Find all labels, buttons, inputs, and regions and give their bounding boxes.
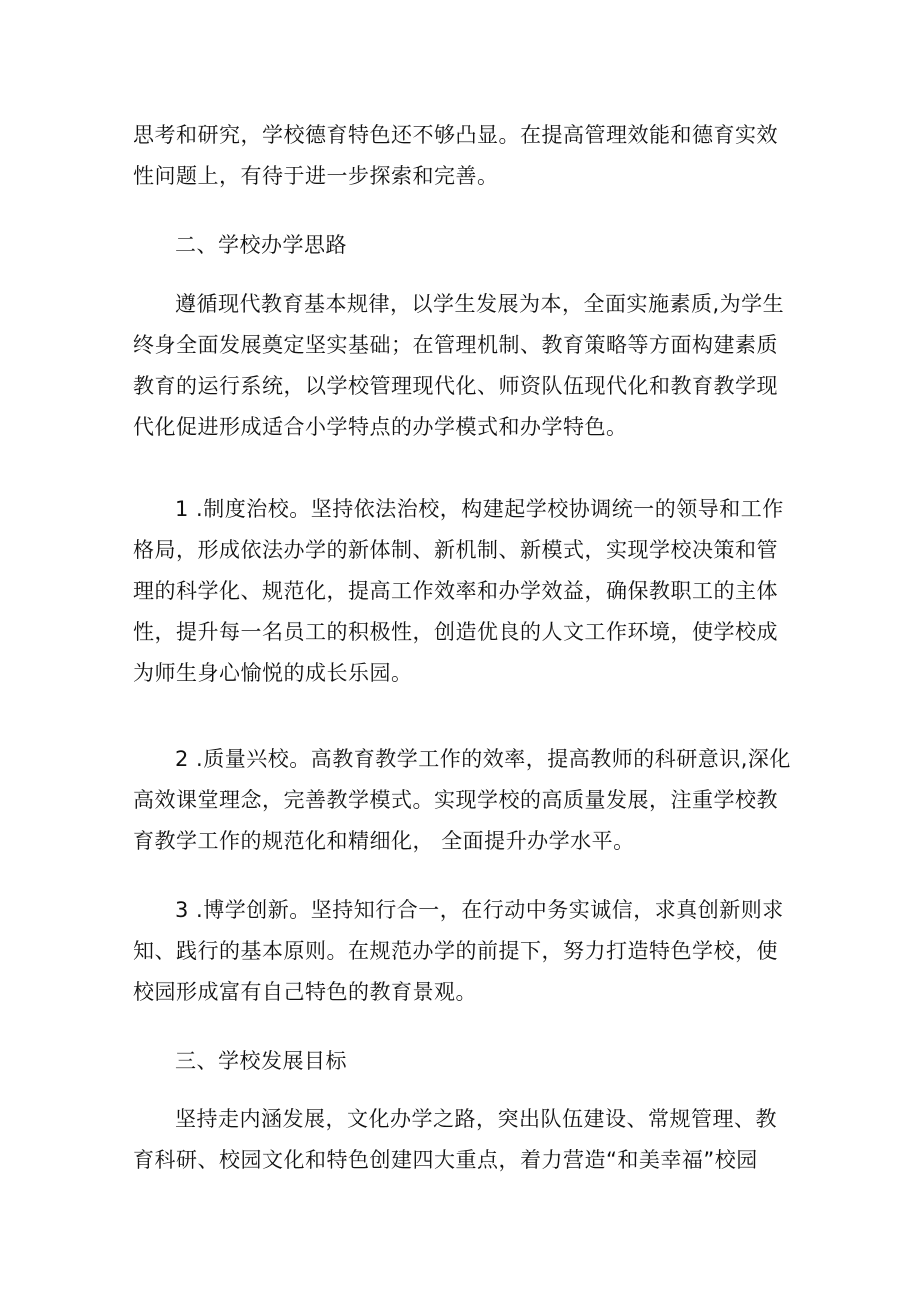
text-line: 1 .制度治校。坚持依法治校，构建起学校协调统一的领导和工作: [175, 497, 784, 521]
text-line: 育科研、校园文化和特色创建四大重点，着力营造“和美幸福”校园: [133, 1148, 758, 1172]
text-line: 校园形成富有自己特色的教育景观。: [133, 980, 477, 1004]
heading-text: 二、学校办学思路: [175, 233, 347, 257]
text-line: 2 .质量兴校。高教育教学工作的效率，提高教师的科研意识,深化: [175, 747, 791, 771]
text-line: 知、践行的基本原则。在规范办学的前提下，努力打造特色学校，使: [133, 939, 778, 963]
text-line: 教育的运行系统，以学校管理现代化、师资队伍现代化和教育教学现: [133, 374, 778, 398]
text-line: 3 .博学创新。坚持知行合一，在行动中务实诚信，求真创新则求: [175, 898, 784, 922]
text-line: 格局，形成依法办学的新体制、新机制、新模式，实现学校决策和管: [133, 538, 778, 562]
text-line: 性问题上，有待于进一步探索和完善。: [133, 164, 499, 188]
text-line: 理的科学化、规范化，提高工作效率和办学效益，确保教职工的主体: [133, 579, 778, 603]
list-item-2: [133, 739, 803, 862]
text-line: 性，提升每一名员工的积极性，创造优良的人文工作环境，使学校成: [133, 620, 778, 644]
paragraph-school-philosophy: [133, 284, 803, 448]
text-line: 思考和研究，学校德育特色还不够凸显。在提高管理效能和德育实效: [133, 123, 778, 147]
section-heading-2: [133, 225, 803, 266]
text-line: 高效课堂理念，完善教学模式。实现学校的高质量发展，注重学校教: [133, 788, 778, 812]
text-line: 育教学工作的规范化和精细化， 全面提升办学水平。: [133, 829, 635, 853]
text-line: 终身全面发展奠定坚实基础；在管理机制、教育策略等方面构建素质: [133, 333, 778, 357]
heading-text: 三、学校发展目标: [175, 1049, 347, 1073]
paragraph-development-goals: [133, 1099, 803, 1181]
text-line: 为师生身心愉悦的成长乐园。: [133, 661, 413, 685]
text-line: 坚持走内涵发展，文化办学之路，突出队伍建设、常规管理、教: [175, 1107, 777, 1131]
section-heading-3: [133, 1041, 803, 1082]
list-item-1: [133, 489, 803, 694]
text-line: 代化促进形成适合小学特点的办学模式和办学特色。: [133, 415, 628, 439]
paragraph-continuation: [133, 115, 803, 197]
text-line: 遵循现代教育基本规律，以学生发展为本，全面实施素质,为学生: [175, 292, 785, 316]
list-item-3: [133, 890, 803, 1013]
